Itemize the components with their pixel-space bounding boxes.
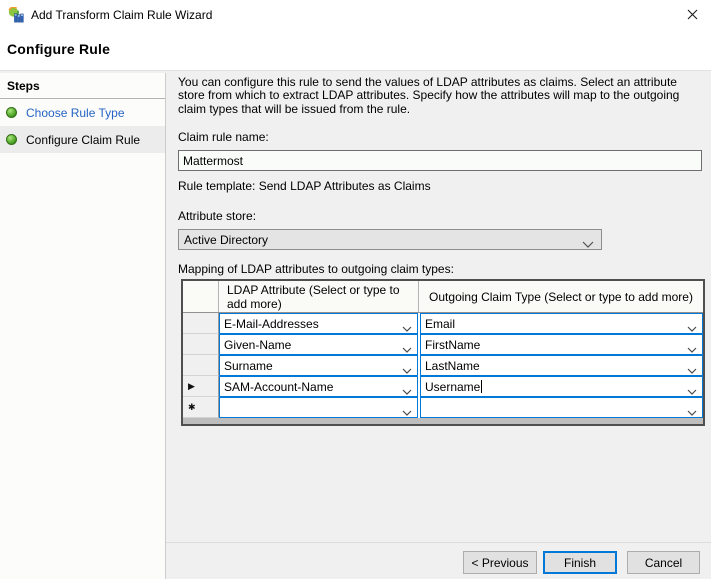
- dialog-body: [0, 70, 711, 579]
- step-bullet-icon: [6, 107, 17, 118]
- close-icon: [687, 8, 698, 23]
- step-bullet-icon: [6, 134, 17, 145]
- steps-title: Steps: [0, 73, 165, 99]
- table-row: [183, 313, 703, 334]
- mapping-table: [181, 279, 705, 426]
- combo-value: Given-Name: [224, 337, 292, 352]
- previous-button[interactable]: < Previous: [463, 551, 537, 574]
- close-button[interactable]: [678, 3, 706, 28]
- combo-value: LastName: [425, 358, 480, 373]
- row-selector[interactable]: [183, 355, 219, 376]
- mapping-label: Mapping of LDAP attributes to outgoing claim types:: [178, 262, 454, 276]
- step-label: Choose Rule Type: [26, 105, 125, 120]
- chevron-down-icon: [402, 405, 412, 418]
- finish-button[interactable]: Finish: [543, 551, 617, 574]
- combo-value: Email: [425, 316, 456, 331]
- chevron-down-icon: [687, 405, 697, 418]
- ldap-attribute-combo[interactable]: [219, 397, 418, 418]
- claim-rule-name-input[interactable]: [178, 150, 702, 171]
- cancel-button[interactable]: Cancel: [627, 551, 700, 574]
- combo-value: E-Mail-Addresses: [224, 316, 319, 331]
- chevron-down-icon: [402, 321, 412, 334]
- outgoing-claim-combo[interactable]: [420, 397, 703, 418]
- attribute-store-label: Attribute store:: [178, 209, 257, 223]
- outgoing-claim-combo[interactable]: [420, 313, 703, 334]
- table-row: [183, 355, 703, 376]
- table-row-current: [183, 376, 703, 397]
- row-selector-header: [183, 281, 219, 312]
- table-row-new: [183, 397, 703, 418]
- claim-rule-name-label: Claim rule name:: [178, 130, 269, 144]
- outgoing-claim-combo[interactable]: [420, 334, 703, 355]
- chevron-down-icon: [687, 321, 697, 334]
- title-bar: [0, 0, 711, 30]
- rule-description: You can configure this rule to send the values of LDAP attributes as claims. Select an attribute store from which to extract LDAP attributes. Specify how the attributes will map to the outgoing claim types that will be issued from the rule.: [178, 75, 680, 116]
- steps-sidebar: [0, 73, 166, 579]
- row-selector-current-row-icon[interactable]: ▶: [183, 376, 219, 397]
- chevron-down-icon: [402, 342, 412, 355]
- ldap-attribute-combo[interactable]: [219, 313, 418, 334]
- chevron-down-icon: [402, 363, 412, 376]
- window-title: Add Transform Claim Rule Wizard: [31, 8, 213, 22]
- row-selector[interactable]: [183, 313, 219, 334]
- row-selector-new-row-icon[interactable]: ✱: [183, 397, 219, 418]
- column-header-outgoing-claim-type: Outgoing Claim Type (Select or type to add more): [429, 289, 693, 304]
- chevron-down-icon: [687, 384, 697, 397]
- attribute-store-value: Active Directory: [184, 232, 269, 247]
- text-caret: [481, 380, 482, 393]
- sidebar-item-configure-claim-rule[interactable]: [0, 126, 165, 153]
- chevron-down-icon: [687, 342, 697, 355]
- outgoing-claim-combo[interactable]: [420, 355, 703, 376]
- row-selector[interactable]: [183, 334, 219, 355]
- chevron-down-icon: [687, 363, 697, 376]
- column-header-ldap-attribute: LDAP Attribute (Select or type to add more): [219, 281, 419, 312]
- content-pane: [166, 71, 711, 579]
- ldap-attribute-combo[interactable]: [219, 334, 418, 355]
- sidebar-item-choose-rule-type[interactable]: [0, 99, 165, 126]
- outgoing-claim-combo[interactable]: [420, 376, 703, 397]
- ldap-attribute-combo[interactable]: [219, 355, 418, 376]
- ldap-attribute-combo[interactable]: [219, 376, 418, 397]
- table-row: [183, 334, 703, 355]
- page-title: Configure Rule: [7, 41, 111, 57]
- combo-value: Username: [425, 379, 481, 394]
- chevron-down-icon: [402, 384, 412, 397]
- footer-separator: [166, 542, 711, 543]
- attribute-store-select[interactable]: [178, 229, 602, 250]
- rule-template-text: Rule template: Send LDAP Attributes as Claims: [178, 179, 431, 193]
- step-label: Configure Claim Rule: [26, 132, 141, 147]
- combo-value: Surname: [224, 358, 273, 373]
- wizard-icon: [8, 7, 24, 23]
- combo-value: SAM-Account-Name: [224, 379, 334, 394]
- chevron-down-icon: [582, 237, 594, 251]
- table-header-row: [183, 281, 703, 313]
- combo-value: FirstName: [425, 337, 481, 352]
